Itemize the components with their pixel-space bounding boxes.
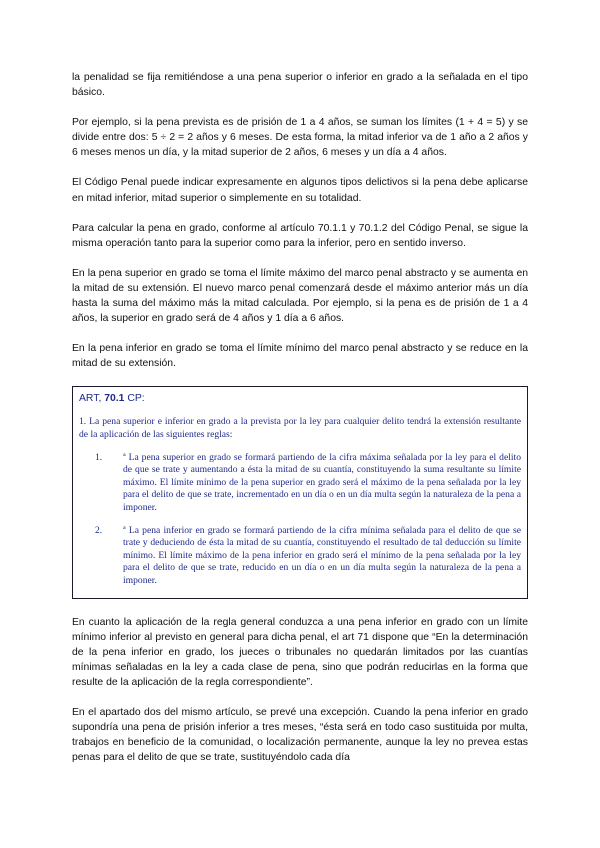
article-header-prefix: ART, (79, 393, 102, 405)
paragraph: En la pena superior en grado se toma el límite máximo del marco penal abstracto y se aumenta en la mitad de su extensión. El nuevo marco penal comenzará desde el máximo anterior más un día hasta la suma del máximo más la mitad calculada. Por ejemplo, si la pena es de prisión de 1 a 4 años, la superior en grado será de 4 años y 1 día a 6 años. (72, 267, 528, 325)
rule-number: 1. (95, 451, 103, 463)
paragraph: Por ejemplo, si la pena prevista es de prisión de 1 a 4 años, se suman los límites (1 + 4 = 5) y se divide entre dos: 5 ÷ 2 = 2 años y 6 meses. De esta forma, la mitad inferior va de 1 año a 2 años y 6 meses menos un día, y la mitad superior de 2 años, 6 meses y un día a 4 años. (72, 117, 528, 159)
article-header (79, 392, 521, 406)
article-intro: 1. La pena superior e inferior en grado a la prevista por la ley para cualquier delito tendrá la extensión resultante de la aplicación de las siguientes reglas: (79, 416, 521, 440)
article-rule (79, 525, 521, 588)
paragraph: la penalidad se fija remitiéndose a una pena superior o inferior en grado a la señalada en el tipo básico. (72, 72, 528, 99)
document-page (72, 70, 528, 780)
rule-text: ª La pena superior en grado se formará partiendo de la cifra máxima señalada por la ley para el delito de que se trate y aumentando a ésta la mitad de su cuantía, constituyendo la suma resultante su límite máximo. El límite mínimo de la pena superior en grado será el máximo de la pena señalada por la ley para el delito de que se trate, incrementado en un día o en un día multa según la naturaleza de la pena a imponer. (123, 451, 521, 513)
paragraph: En cuanto la aplicación de la regla general conduzca a una pena inferior en grado con un límite mínimo inferior al previsto en general para dicha penal, el art 71 dispone que “En la determinación de la pena inferior en grado, los jueces o tribunales no quedarán limitados por las cuantías mínimas señaladas en la ley a cada clase de pena, sino que podrán reducirlas en la forma que resulte de la aplicación de la regla correspondiente”. (72, 616, 528, 688)
paragraph: En la pena inferior en grado se toma el límite mínimo del marco penal abstracto y se reduce en la mitad de su extensión. (72, 343, 528, 370)
paragraph: En el apartado dos del mismo artículo, se prevé una excepción. Cuando la pena inferior en grado supondría una pena de prisión inferior a tres meses, “ésta será en todo caso sustituida por multa, trabajos en beneficio de la comunidad, o localización permanente, aunque la ley no prevea estas penas para el delito de que se trate, sustituyéndolo cada día (72, 707, 528, 764)
article-rule (79, 452, 521, 515)
article-header-suffix: CP: (127, 393, 145, 405)
article-number: 70.1 (104, 393, 125, 405)
rule-number: 2. (95, 524, 103, 536)
article-quote-box (72, 386, 528, 598)
paragraph: El Código Penal puede indicar expresamente en algunos tipos delictivos si la pena debe aplicarse en mitad inferior, mitad superior o simplemente en su totalidad. (72, 177, 528, 204)
paragraph: Para calcular la pena en grado, conforme al artículo 70.1.1 y 70.1.2 del Código Penal, se sigue la misma operación tanto para la superior como para la inferior, pero en sentido inverso. (72, 222, 528, 249)
rule-text: ª La pena inferior en grado se formará partiendo de la cifra mínima señalada para el delito de que se trate y deduciendo de ésta la mitad de su cuantía, constituyendo el resultado de tal deducción su límite mínimo. El límite máximo de la pena inferior en grado será el mínimo de la pena señalada por la ley para el delito de que se trate, reducido en un día o en un día multa según la naturaleza de la pena a imponer. (123, 524, 521, 586)
